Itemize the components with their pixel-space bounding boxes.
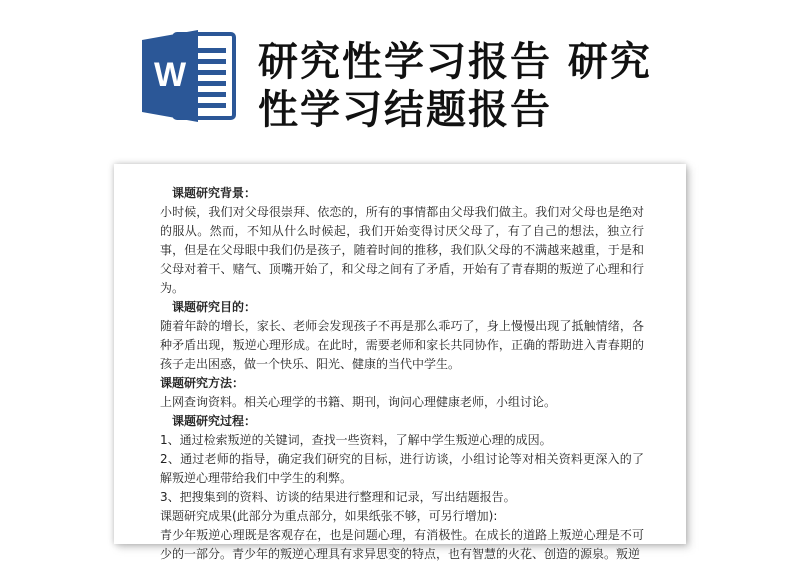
result-text: 青少年叛逆心理既是客观存在，也是问题心理，有消极性。在成长的道路上叛逆心理是不可少的一部分。青少年的叛逆心理具有求异思变的特点，也有智慧的火花、创造的源泉。叛逆 bbox=[160, 528, 644, 561]
document-page bbox=[114, 164, 686, 561]
result-heading: 课题研究成果(此部分为重点部分，如果纸张不够，可另行增加): bbox=[160, 509, 498, 523]
method-text: 上网查询资料。相关心理学的书籍、期刊，询问心理健康老师，小组讨论。 bbox=[160, 395, 557, 409]
word-document-icon bbox=[140, 26, 238, 126]
process-heading: 课题研究过程： bbox=[172, 414, 257, 428]
header-banner bbox=[0, 0, 800, 160]
word-icon-letter: W bbox=[153, 56, 187, 94]
document-title: 研究性学习报告 研究性学习结题报告 bbox=[258, 39, 652, 133]
goal-text: 随着年龄的增长，家长、老师会发现孩子不再是那么乖巧了，身上慢慢出现了抵触情绪，各种矛盾出现，叛逆心理形成。在此时，需要老师和家长共同协作，正确的帮助进入青春期的孩子走出困惑，做一个快乐、阳光、健康的当代中学生。 bbox=[160, 319, 644, 371]
method-heading: 课题研究方法： bbox=[160, 376, 245, 390]
document-body bbox=[160, 184, 644, 564]
background-heading: 课题研究背景： bbox=[172, 186, 257, 200]
goal-heading: 课题研究目的： bbox=[172, 300, 257, 314]
background-text: 小时候，我们对父母很崇拜、依恋的，所有的事情都由父母我们做主。我们对父母也是绝对的服从。然而，不知从什么时候起，我们开始变得讨厌父母了，有了自己的想法，独立行事，但是在父母眼中我们仍是孩子，随着时间的推移，我们队父母的不满越来越重，于是和父母对着干、赌气、顶嘴开始了，和父母之间有了矛盾，开始有了青春期的叛逆了心理和行为。 bbox=[160, 205, 644, 295]
process-step-1: 1、通过检索叛逆的关键词，查找一些资料，了解中学生叛逆心理的成因。 bbox=[160, 433, 552, 447]
process-step-2: 2、通过老师的指导，确定我们研究的目标，进行访谈，小组讨论等对相关资料更深入的了解叛逆心理带给我们中学生的利弊。 bbox=[160, 452, 644, 485]
process-step-3: 3、把搜集到的资料、访谈的结果进行整理和记录，写出结题报告。 bbox=[160, 490, 516, 504]
